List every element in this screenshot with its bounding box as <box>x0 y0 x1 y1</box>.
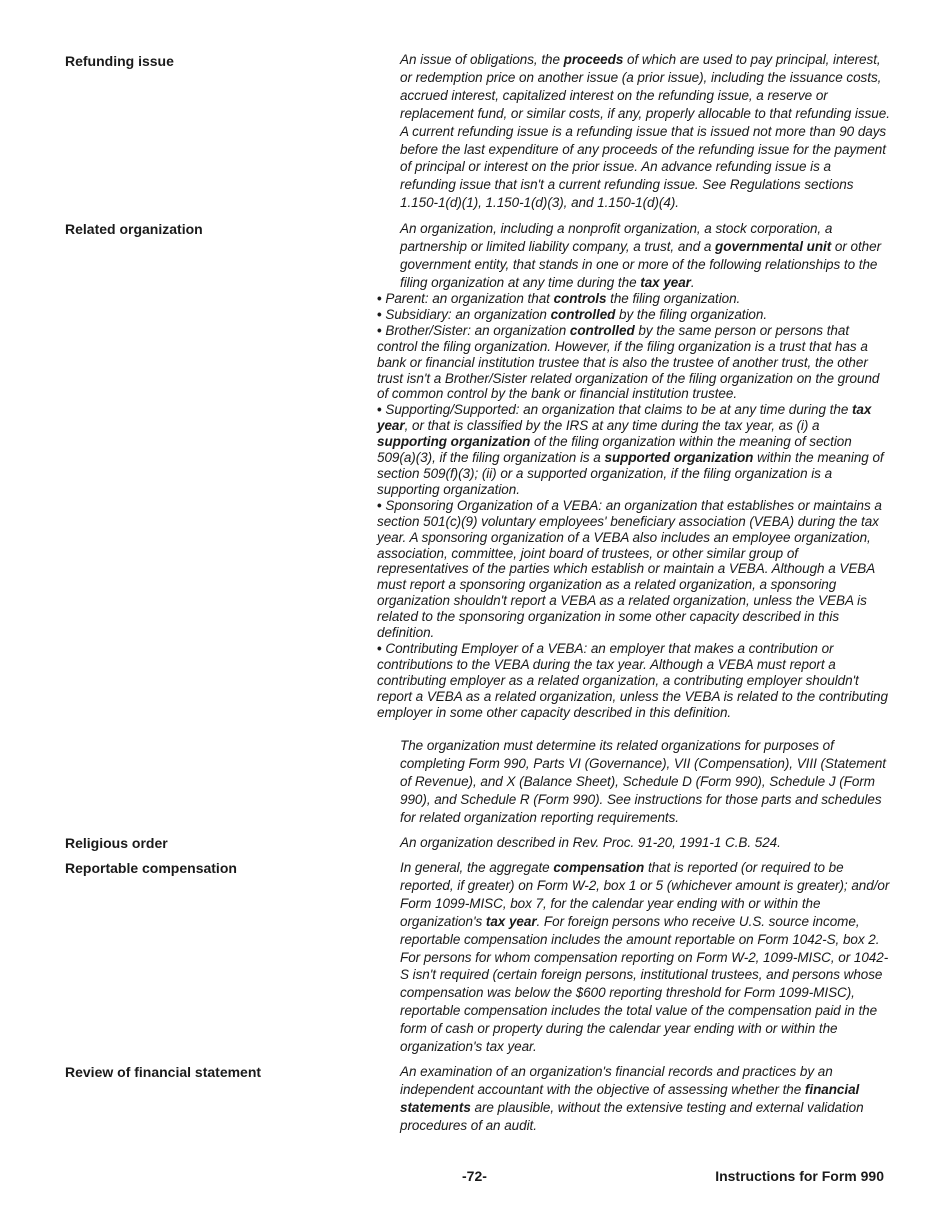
bullet-text: Brother/Sister: an organization controlled by the same person or persons that control the filing organization. However, if the filing organization is a trust that has a bank or financial institution trustee that is also the trustee of another trust, the other trust isn't a Brother/Sister related organization of the filing organization on the ground of common control by the bank or financial institution trustee. <box>377 322 880 402</box>
defined-term-emphasis: controls <box>553 291 607 306</box>
definition-related-organization-closing: The organization must determine its related organizations for purposes of completing Form 990, Parts VI (Governance), VII (Compensation), VIII (Statement of Revenue), and X (Balance Sheet), Schedule D (Form 990), Schedule J (Form 990), and Schedule R (Form 990). See instructions for those parts and schedules for related organization reporting requirements. <box>400 738 886 825</box>
defined-term-emphasis: controlled <box>569 322 635 338</box>
bullet-parent <box>377 291 890 307</box>
bullet-text: Subsidiary: an organization controlled by the filing organization. <box>385 306 768 322</box>
defined-term-emphasis: proceeds <box>563 52 624 67</box>
defined-term-emphasis: supporting organization <box>377 434 531 450</box>
definition-reportable-compensation: In general, the aggregate compensation that is reported (or required to be reported, if greater) on Form W-2, box 1 or 5 (whichever amount is greater); and/or Form 1099-MISC, box 7, for the calendar year ending with or within the organization's tax year. For foreign persons who receive U.S. source income, reportable compensation includes the amount reportable on Form 1042-S, box 2. For persons for whom compensation reporting on Form W-2, 1099-MISC, or 1042-S isn't required (certain foreign persons, institutional trustees, and persons whose compensation was below the $600 reporting threshold for Form 1099-MISC), reportable compensation includes the total value of the compensation paid in the form of cash or property during the calendar year ending with or within the organization's tax year. <box>400 860 890 1055</box>
bullet-brother-sister <box>377 323 890 403</box>
defined-term-emphasis: compensation <box>553 860 645 875</box>
defined-term-emphasis: financial statements <box>400 1081 860 1115</box>
form-title: Instructions for Form 990 <box>715 1168 884 1184</box>
bullet-contributing-employer <box>377 641 890 721</box>
definition-review-of-financial-statement: An examination of an organization's financial records and practices by an independent accountant with the objective of assessing whether the financial statements are plausible, without the extensive testing and external validation procedures of an audit. <box>400 1064 864 1133</box>
bullet-glyph: • <box>377 640 382 656</box>
defined-term-emphasis: supported organization <box>604 450 754 466</box>
term-reportable-compensation: Reportable compensation <box>65 860 237 876</box>
bullet-supporting-supported <box>377 402 890 497</box>
bullet-text: Contributing Employer of a VEBA: an employer that makes a contribution or contributions to the VEBA during the tax year. Although a VEBA must report a contributing employer as a related organization, a contributing employer shouldn't report a VEBA as a related organization, unless the VEBA is related to the contributing employer in some other capacity described in this definition. <box>377 640 888 720</box>
definition-religious-order: An organization described in Rev. Proc. 91-20, 1991-1 C.B. 524. <box>400 835 781 850</box>
defined-term-emphasis: tax year <box>640 274 691 290</box>
term-refunding-issue: Refunding issue <box>65 53 174 69</box>
bullet-glyph: • <box>377 497 382 513</box>
term-related-organization: Related organization <box>65 221 203 237</box>
definition-related-organization-intro: An organization, including a nonprofit organization, a stock corporation, a partnership or limited liability company, a trust, and a governmental unit or other government entity, that stands in one or more of the following relationships to the filing organization at any time during the tax year. <box>400 221 882 290</box>
term-review-of-financial-statement: Review of financial statement <box>65 1064 262 1080</box>
bullet-text: Sponsoring Organization of a VEBA: an organization that establishes or maintains a section 501(c)(9) voluntary employees' beneficiary association (VEBA) during the tax year. A sponsoring organization of a VEBA also includes an employee organization, association, committee, joint board of trustees, or other similar group of representatives of the parties which establish or maintain a VEBA. Although a VEBA must report a sponsoring organization as a related organization, a sponsoring organization shouldn't report a VEBA as a related organization, unless the VEBA is related to the sponsoring organization in some other capacity described in this definition. <box>377 497 882 641</box>
bullet-glyph: • <box>377 306 382 322</box>
defined-term-emphasis: tax year <box>485 913 537 929</box>
related-organization-bullet-list <box>377 291 890 720</box>
defined-term-emphasis: controlled <box>550 306 616 322</box>
bullet-glyph: • <box>377 402 382 418</box>
bullet-text: Parent: an organization that controls the filing organization. <box>385 291 741 306</box>
term-religious-order: Religious order <box>65 835 168 851</box>
defined-term-emphasis: tax year <box>377 402 872 434</box>
defined-term-emphasis: governmental unit <box>715 238 832 254</box>
definition-refunding-issue: An issue of obligations, the proceeds of which are used to pay principal, interest, or redemption price on another issue (a prior issue), including the issuance costs, accrued interest, capitalized interest on the refunding issue, a reserve or replacement fund, or similar costs, if any, properly allocable to that refunding issue. A current refunding issue is a refunding issue that is issued not more than 90 days before the last expenditure of any proceeds of the refunding issue for the payment of principal or interest on the prior issue. An advance refunding issue is a refunding issue that isn't a current refunding issue. See Regulations sections 1.150-1(d)(1), 1.150-1(d)(3), and 1.150-1(d)(4). <box>400 52 890 211</box>
page-number: -72- <box>462 1168 487 1184</box>
bullet-glyph: • <box>377 322 382 338</box>
bullet-text: Supporting/Supported: an organization that claims to be at any time during the tax year, or that is classified by the IRS at any time during the tax year, as (i) a supporting organization of the filing organization within the meaning of section 509(a)(3), if the filing organization is a supported organization within the meaning of section 509(f)(3); (ii) or a supported organization, if the filing organization is a supporting organization. <box>377 402 884 497</box>
bullet-glyph: • <box>377 291 382 306</box>
bullet-sponsoring-organization <box>377 498 890 641</box>
bullet-subsidiary <box>377 307 890 323</box>
